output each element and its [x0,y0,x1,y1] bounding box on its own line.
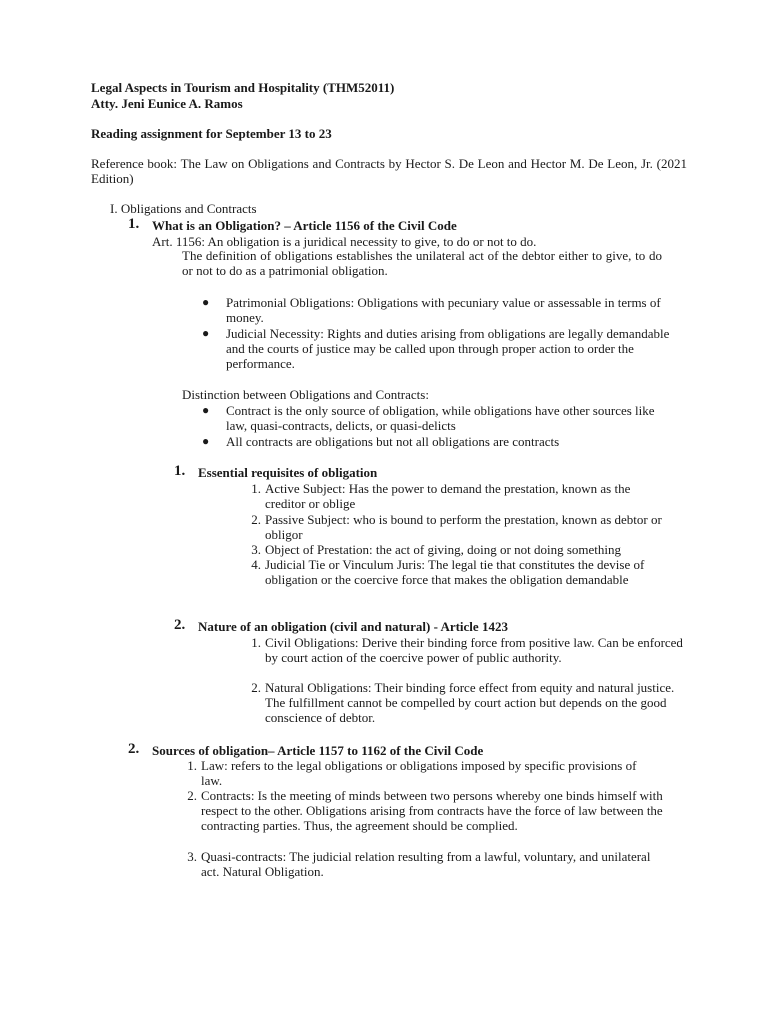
list-text: Civil Obligations: Derive their binding force from positive law. Can be enforced by court action of the coercive power of public authority. [265,635,683,666]
bullet-item [202,403,658,434]
bullet-icon: ● [202,403,210,417]
distinction-title: Distinction between Obligations and Contracts: [182,387,429,402]
bullet-item [202,326,676,372]
sub1-number: 1. [174,463,186,479]
list-item [187,758,641,789]
list-number: 3. [251,542,261,557]
list-item [251,680,685,726]
list-text: Object of Prestation: the act of giving, doing or not doing something [265,542,622,557]
item1-number: 1. [128,216,140,232]
list-text: Active Subject: Has the power to demand the prestation, known as the creditor or oblige [265,481,631,512]
item2-heading-row [128,741,484,758]
list-text: Natural Obligations: Their binding force effect from equity and natural justice. The fulfillment cannot be compelled by court action but depends on the good conscience of debtor. [265,680,675,726]
sub1-heading: Essential requisites of obligation [198,465,378,480]
list-number: 1. [251,635,261,650]
instructor-name: Atty. Jeni Eunice A. Ramos [91,96,243,111]
list-item [251,512,670,543]
assignment-title: Reading assignment for September 13 to 23 [91,126,332,141]
bullet-icon: ● [202,326,210,340]
list-item [251,557,675,588]
list-number: 3. [187,849,197,864]
list-number: 4. [251,557,261,572]
bullet-icon: ● [202,295,210,309]
list-item [251,481,670,512]
bullet-text: All contracts are obligations but not all obligations are contracts [226,434,560,449]
list-number: 1. [251,481,261,496]
item2-number: 2. [128,741,140,757]
reference-text: Reference book: The Law on Obligations and Contracts by Hector S. De Leon and Hector M. De Leon, Jr. (2021 Edition) [91,156,687,187]
item1-heading-row [128,216,457,233]
bullet-text: Patrimonial Obligations: Obligations with pecuniary value or assessable in terms of money. [226,295,661,326]
list-text: Judicial Tie or Vinculum Juris: The legal tie that constitutes the devise of obligation or the coercive force that makes the obligation demandable [265,557,645,588]
sub2-heading-row [174,617,508,634]
list-number: 2. [251,512,261,527]
list-number: 2. [187,788,197,803]
list-text: Quasi-contracts: The judicial relation resulting from a lawful, voluntary, and unilateral act. Natural Obligation. [201,849,651,880]
sub2-heading: Nature of an obligation (civil and natural) - Article 1423 [198,619,508,634]
article-1156: Art. 1156: An obligation is a juridical necessity to give, to do or not to do. [152,234,537,249]
bullet-item [202,434,686,449]
item2-heading: Sources of obligation– Article 1157 to 1162 of the Civil Code [152,743,484,758]
course-title: Legal Aspects in Tourism and Hospitality (THM52011) [91,80,395,95]
list-number: 2. [251,680,261,695]
bullet-item [202,295,678,326]
obligation-definition: The definition of obligations establishes the unilateral act of the debtor either to give, to do or not to do as a patrimonial obligation. [182,248,662,279]
sub2-number: 2. [174,617,186,633]
sub1-heading-row [174,463,378,480]
item1-heading: What is an Obligation? – Article 1156 of the Civil Code [152,218,457,233]
list-text: Law: refers to the legal obligations or obligations imposed by specific provisions of law. [201,758,637,789]
list-text: Contracts: Is the meeting of minds between two persons whereby one binds himself with respect to the other. Obligations arising from contracts have the force of law between the contracting parties. Thus, the agreement should be complied. [201,788,663,834]
list-item [251,635,685,666]
bullet-text: Contract is the only source of obligation, while obligations have other sources like law, quasi-contracts, delicts, or quasi-delicts [226,403,655,434]
list-number: 1. [187,758,197,773]
list-text: Passive Subject: who is bound to perform the prestation, known as debtor or obligor [265,512,662,543]
list-item [187,849,661,880]
list-item [251,542,690,557]
list-item [187,788,664,834]
bullet-icon: ● [202,434,210,448]
bullet-text: Judicial Necessity: Rights and duties arising from obligations are legally demandable and the courts of justice may be called upon through proper action to order the performance. [226,326,670,372]
section-title: I. Obligations and Contracts [110,201,257,216]
